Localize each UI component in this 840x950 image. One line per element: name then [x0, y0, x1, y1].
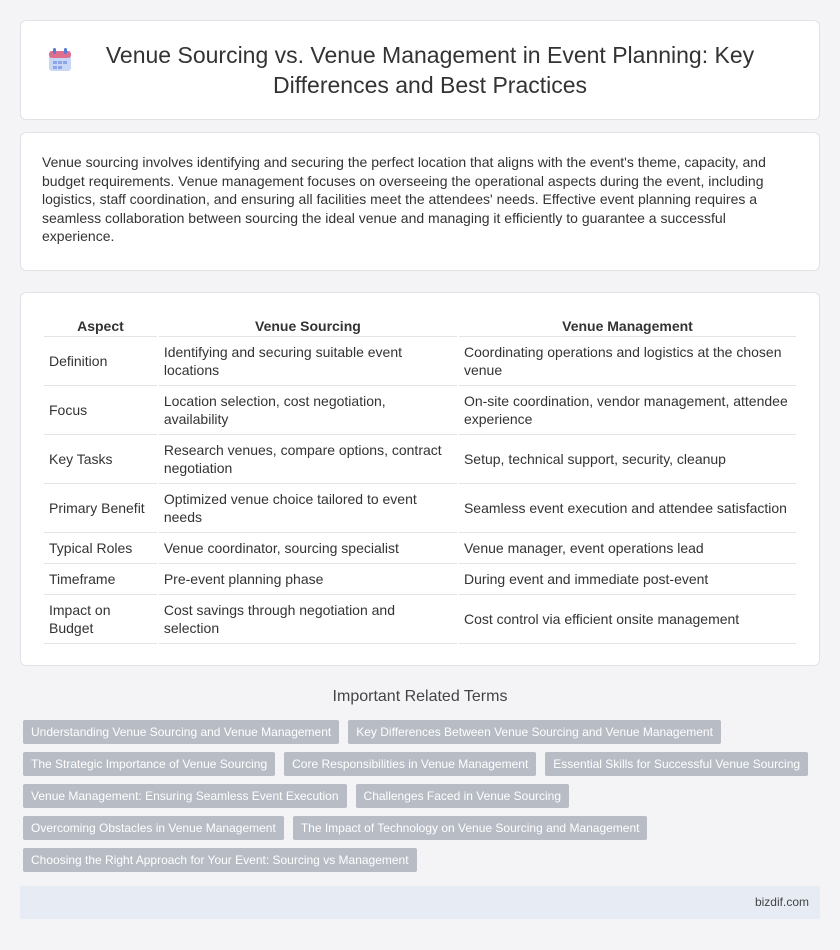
page-title: Venue Sourcing vs. Venue Management in Event Planning: Key Differences and Best Practices [105, 42, 755, 98]
related-term-tag[interactable]: Core Responsibilities in Venue Management [284, 752, 536, 776]
table-cell: Venue manager, event operations lead [459, 533, 796, 564]
related-term-tag[interactable]: Essential Skills for Successful Venue Sourcing [545, 752, 808, 776]
table-cell: Optimized venue choice tailored to event needs [159, 484, 457, 533]
table-cell: Coordinating operations and logistics at the chosen venue [459, 337, 796, 386]
table-row [44, 533, 796, 564]
related-term-tag[interactable]: Key Differences Between Venue Sourcing and Venue Management [348, 720, 721, 744]
comparison-card [20, 292, 820, 666]
table-cell: Setup, technical support, security, cleanup [459, 435, 796, 484]
table-header-cell: Venue Management [459, 313, 796, 337]
related-term-tag[interactable]: Choosing the Right Approach for Your Event: Sourcing vs Management [23, 848, 417, 872]
table-cell: Research venues, compare options, contract negotiation [159, 435, 457, 484]
table-cell: Primary Benefit [44, 484, 157, 533]
related-term-tag[interactable]: Venue Management: Ensuring Seamless Event Execution [23, 784, 347, 808]
table-cell: Typical Roles [44, 533, 157, 564]
related-terms-title: Important Related Terms [332, 688, 508, 705]
related-term-tag[interactable]: Challenges Faced in Venue Sourcing [356, 784, 569, 808]
comparison-table [42, 313, 798, 644]
table-cell: Location selection, cost negotiation, availability [159, 386, 457, 435]
table-cell: Timeframe [44, 564, 157, 595]
table-row [44, 337, 796, 386]
header-card [20, 20, 820, 120]
table-cell: Impact on Budget [44, 595, 157, 644]
table-cell: Pre-event planning phase [159, 564, 457, 595]
related-term-tag[interactable]: The Impact of Technology on Venue Sourcing and Management [293, 816, 648, 840]
table-row [44, 595, 796, 644]
related-term-tag[interactable]: Overcoming Obstacles in Venue Management [23, 816, 284, 840]
table-cell: Focus [44, 386, 157, 435]
table-header-cell: Aspect [44, 313, 157, 337]
related-term-tag[interactable]: The Strategic Importance of Venue Sourcing [23, 752, 275, 776]
intro-paragraph: Venue sourcing involves identifying and securing the perfect location that aligns with the event's theme, capacity, and budget requirements. Venue management focuses on overseeing the operational aspects during the event, including logistics, staff coordination, and ensuring all facilities meet the attendees' needs. Effective event planning requires a seamless collaboration between sourcing the ideal venue and managing it efficiently to guarantee a successful experience. [42, 154, 766, 244]
intro-card [20, 132, 820, 271]
table-cell: Cost savings through negotiation and selection [159, 595, 457, 644]
related-term-tag[interactable]: Understanding Venue Sourcing and Venue Management [23, 720, 339, 744]
table-cell: Identifying and securing suitable event locations [159, 337, 457, 386]
table-cell: During event and immediate post-event [459, 564, 796, 595]
table-cell: Venue coordinator, sourcing specialist [159, 533, 457, 564]
table-header-cell: Venue Sourcing [159, 313, 457, 337]
table-row [44, 484, 796, 533]
table-header-row [44, 313, 796, 337]
related-terms-list [23, 720, 823, 880]
table-row [44, 386, 796, 435]
table-row [44, 435, 796, 484]
table-cell: Cost control via efficient onsite management [459, 595, 796, 644]
table-cell: Seamless event execution and attendee satisfaction [459, 484, 796, 533]
footer-brand[interactable]: bizdif.com [754, 895, 809, 909]
table-cell: Definition [44, 337, 157, 386]
table-cell: Key Tasks [44, 435, 157, 484]
table-row [44, 564, 796, 595]
table-cell: On-site coordination, vendor management, attendee experience [459, 386, 796, 435]
footer [20, 886, 820, 919]
